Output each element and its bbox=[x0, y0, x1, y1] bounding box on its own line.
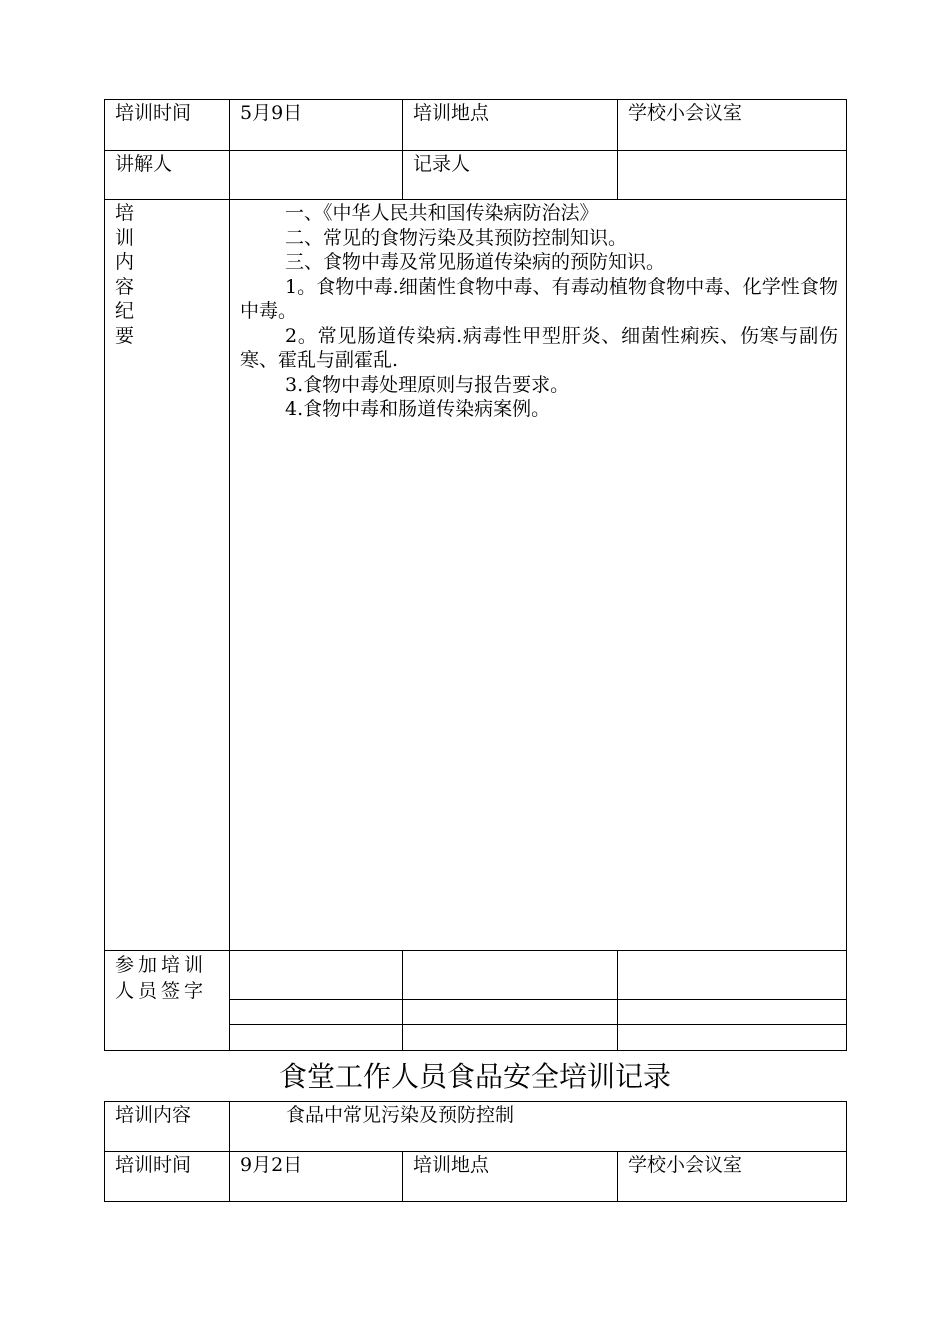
time-value: 9月2日 bbox=[240, 1154, 303, 1176]
location-label: 培训地点 bbox=[413, 1154, 490, 1176]
content-line: 1。食物中毒.细菌性食物中毒、有毒动植物食物中毒、化学性食物中毒。 bbox=[240, 275, 838, 322]
location-value-cell bbox=[618, 100, 847, 151]
content-line: 三、食物中毒及常见肠道传染病的预防知识。 bbox=[285, 251, 666, 273]
content-line: 二、常见的食物污染及其预防控制知识。 bbox=[285, 226, 628, 249]
content-line: 2。常见肠道传染病.病毒性甲型肝炎、细菌性痢疾、伤寒与副伤寒、霍乱与副霍乱. bbox=[240, 324, 838, 371]
content-body bbox=[230, 200, 846, 422]
training-record-table-2 bbox=[104, 1101, 847, 1202]
content-label-char: 培 bbox=[115, 202, 135, 224]
sign-cell[interactable] bbox=[403, 1025, 618, 1051]
location-value: 学校小会议室 bbox=[628, 102, 743, 124]
sign-label-cell bbox=[105, 951, 230, 1051]
row-time-location bbox=[105, 1152, 847, 1202]
recorder-label: 记录人 bbox=[413, 153, 471, 175]
content-line: 3.食物中毒处理原则与报告要求。 bbox=[285, 373, 570, 396]
sign-cell[interactable] bbox=[230, 951, 403, 1000]
time-value-cell bbox=[230, 100, 403, 151]
content-label-char: 内 bbox=[115, 251, 135, 273]
sign-cell[interactable] bbox=[403, 1000, 618, 1025]
row-lecturer-recorder bbox=[105, 151, 847, 200]
content-line: 一、《中华人民共和国传染病防治法》 bbox=[285, 202, 599, 224]
content-line: 4.食物中毒和肠道传染病案例。 bbox=[285, 398, 551, 420]
location-label: 培训地点 bbox=[413, 102, 490, 124]
content-label-char: 训 bbox=[115, 226, 135, 249]
location-value-cell bbox=[618, 1152, 847, 1202]
row-content bbox=[105, 200, 847, 951]
sign-cell[interactable] bbox=[230, 1000, 403, 1025]
time-label: 培训时间 bbox=[115, 102, 192, 124]
sign-cell[interactable] bbox=[618, 951, 847, 1000]
recorder-value bbox=[618, 151, 846, 152]
time-label: 培训时间 bbox=[115, 1154, 192, 1176]
time-label-cell bbox=[105, 1152, 230, 1202]
content-value: 食品中常见污染及预防控制 bbox=[286, 1104, 515, 1126]
sign-cell[interactable] bbox=[618, 1025, 847, 1051]
lecturer-label: 讲解人 bbox=[115, 153, 173, 175]
content-value-cell bbox=[230, 1102, 847, 1152]
sign-cell[interactable] bbox=[230, 1025, 403, 1051]
content-label: 培训内容 bbox=[115, 1104, 192, 1126]
sign-label: 参加培训人员签字 bbox=[115, 954, 208, 1002]
content-label-char: 纪 bbox=[115, 300, 135, 322]
row-time-location bbox=[105, 100, 847, 151]
training-record-table-1 bbox=[104, 99, 847, 1051]
location-label-cell bbox=[403, 100, 618, 151]
content-label-cell bbox=[105, 200, 230, 951]
content-label-char: 要 bbox=[115, 324, 135, 347]
content-vertical-label bbox=[105, 200, 149, 348]
recorder-value-cell bbox=[618, 151, 847, 200]
location-value: 学校小会议室 bbox=[628, 1154, 743, 1176]
time-label-cell bbox=[105, 100, 230, 151]
row-sign-1 bbox=[105, 951, 847, 1000]
recorder-label-cell bbox=[403, 151, 618, 200]
content-label-cell bbox=[105, 1102, 230, 1152]
record-title: 食堂工作人员食品安全培训记录 bbox=[278, 1060, 671, 1093]
sign-cell[interactable] bbox=[618, 1000, 847, 1025]
row-content-topic bbox=[105, 1102, 847, 1152]
sign-cell[interactable] bbox=[403, 951, 618, 1000]
lecturer-value bbox=[230, 151, 402, 152]
location-label-cell bbox=[403, 1152, 618, 1202]
lecturer-value-cell bbox=[230, 151, 403, 200]
lecturer-label-cell bbox=[105, 151, 230, 200]
content-label-char: 容 bbox=[115, 275, 135, 298]
time-value-cell bbox=[230, 1152, 403, 1202]
content-body-cell bbox=[230, 200, 847, 951]
time-value: 5月9日 bbox=[240, 102, 303, 124]
